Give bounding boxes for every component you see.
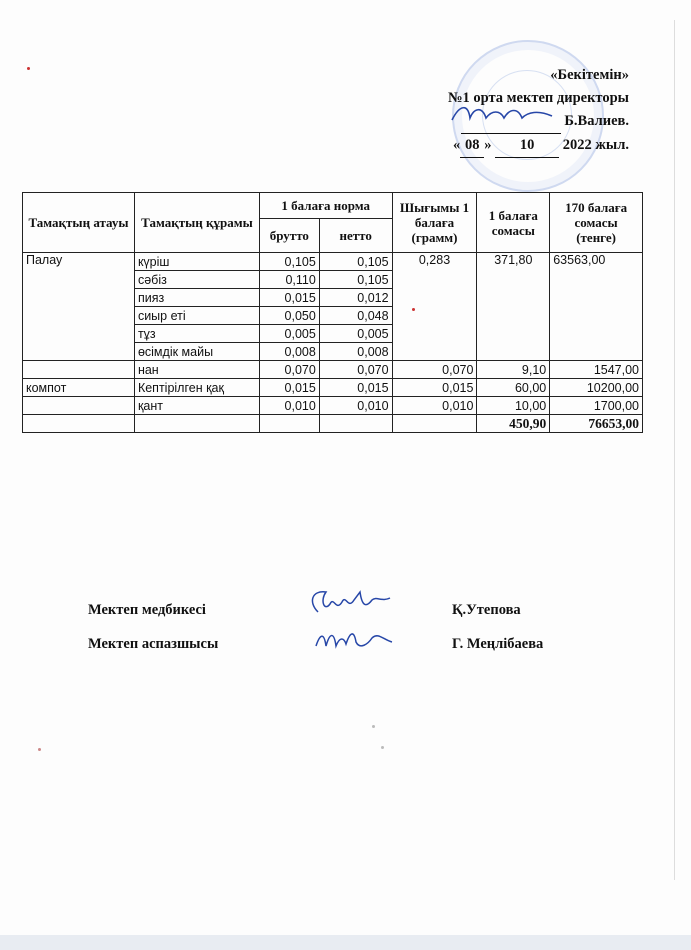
ingredient-name: күріш (134, 253, 259, 271)
ingredient-name: сиыр еті (134, 307, 259, 325)
dish-compote: компот (23, 379, 135, 397)
ingredient-name: сәбіз (134, 271, 259, 289)
bread-cost-170: 1547,00 (550, 361, 643, 379)
ingredient-name: қант (134, 397, 259, 415)
speck (381, 746, 384, 749)
speck (372, 725, 375, 728)
ingredient-brutto: 0,070 (259, 361, 319, 379)
ingredient-brutto: 0,005 (259, 325, 319, 343)
header-cost-one: 1 балаға сомасы (477, 193, 550, 253)
header-food-name: Тамақтың атауы (23, 193, 135, 253)
director-name: Б.Валиев. (564, 113, 629, 129)
speck (38, 748, 41, 751)
approval-position: №1 орта мектеп директоры (447, 90, 629, 106)
ingredient-netto: 0,012 (319, 289, 392, 307)
header-cost-170: 170 балаға сомасы (тенге) (550, 193, 643, 253)
ingredient-netto: 0,010 (319, 397, 392, 415)
ingredient-brutto: 0,105 (259, 253, 319, 271)
speck (412, 308, 415, 311)
empty-cell (134, 415, 259, 433)
date-month: 10 (495, 134, 559, 158)
ingredient-netto: 0,005 (319, 325, 392, 343)
date-day: 08 (460, 134, 484, 158)
empty-cell (23, 397, 135, 415)
bread-cost-one: 9,10 (477, 361, 550, 379)
ingredient-name: өсімдік майы (134, 343, 259, 361)
ingredient-netto: 0,015 (319, 379, 392, 397)
ingredient-name: Кептірілген қақ (134, 379, 259, 397)
ingredient-brutto: 0,015 (259, 289, 319, 307)
header-brutto: брутто (259, 219, 319, 253)
header-netto: нетто (319, 219, 392, 253)
date-quote-open: « (453, 137, 461, 153)
ingredient-netto: 0,070 (319, 361, 392, 379)
sugar-cost-170: 1700,00 (550, 397, 643, 415)
dish-palau: Палау (23, 253, 135, 361)
director-signature (448, 100, 558, 130)
ingredient-netto: 0,008 (319, 343, 392, 361)
speck (27, 67, 30, 70)
menu-table (22, 192, 643, 433)
paper-edge (674, 20, 675, 880)
ingredient-name: пияз (134, 289, 259, 307)
ingredient-name: нан (134, 361, 259, 379)
empty-cell (319, 415, 392, 433)
header-norm: 1 балаға норма (259, 193, 392, 219)
ingredient-name: тұз (134, 325, 259, 343)
ingredient-netto: 0,105 (319, 271, 392, 289)
sugar-cost-one: 10,00 (477, 397, 550, 415)
date-year: 2022 жыл. (562, 137, 629, 153)
date-quote-close: » (484, 137, 492, 153)
palau-cost-170: 63563,00 (550, 253, 643, 361)
ingredient-brutto: 0,110 (259, 271, 319, 289)
total-cost-one: 450,90 (477, 415, 550, 433)
total-cost-170: 76653,00 (550, 415, 643, 433)
nurse-signature (300, 582, 400, 622)
approval-title: «Бекітемін» (550, 67, 629, 83)
approval-date-line (448, 134, 629, 158)
sugar-consumption: 0,010 (392, 397, 477, 415)
ingredient-netto: 0,048 (319, 307, 392, 325)
cook-name: Г. Меңлібаева (452, 636, 544, 652)
empty-cell (23, 361, 135, 379)
compote-consumption: 0,015 (392, 379, 477, 397)
empty-cell (392, 415, 477, 433)
nurse-name: Қ.Утепова (452, 602, 521, 618)
palau-consumption: 0,283 (392, 253, 477, 361)
compote-cost-170: 10200,00 (550, 379, 643, 397)
header-composition: Тамақтың құрамы (134, 193, 259, 253)
ingredient-brutto: 0,015 (259, 379, 319, 397)
bread-consumption: 0,070 (392, 361, 477, 379)
cook-role: Мектеп аспазшысы (88, 636, 219, 652)
ingredient-brutto: 0,010 (259, 397, 319, 415)
cook-signature (308, 622, 398, 656)
scan-bottom-band (0, 935, 691, 950)
nurse-role: Мектеп медбикесі (88, 602, 206, 618)
ingredient-netto: 0,105 (319, 253, 392, 271)
palau-cost-one: 371,80 (477, 253, 550, 361)
empty-cell (259, 415, 319, 433)
ingredient-brutto: 0,050 (259, 307, 319, 325)
header-consumption: Шығымы 1 балаға (грамм) (392, 193, 477, 253)
empty-cell (23, 415, 135, 433)
compote-cost-one: 60,00 (477, 379, 550, 397)
ingredient-brutto: 0,008 (259, 343, 319, 361)
